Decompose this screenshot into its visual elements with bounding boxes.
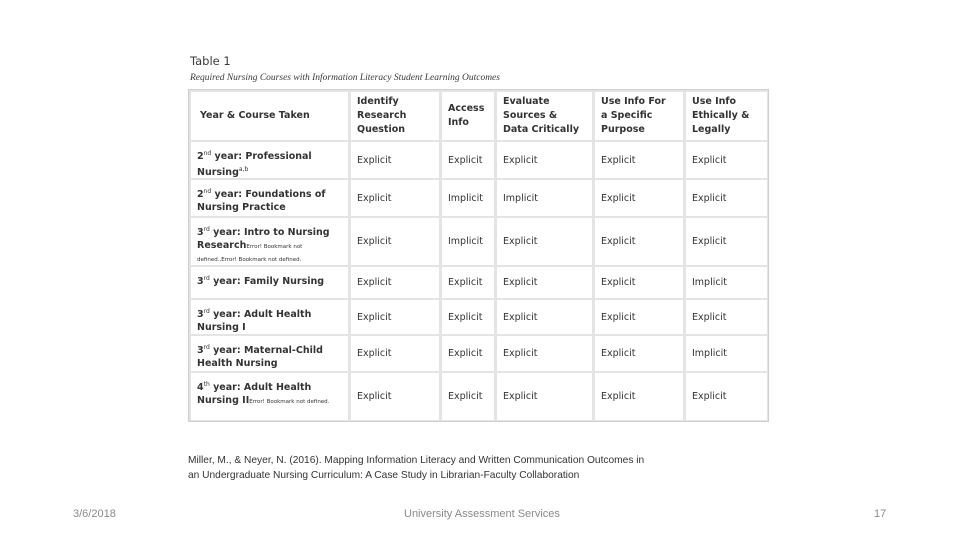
course-footnote-marker: a,b [238,166,249,174]
outcome-evaluate-sources: Explicit [497,336,592,371]
course-cell [191,142,348,178]
outcome-evaluate-sources: Explicit [497,373,592,420]
outcome-use-info-ethically: Implicit [686,267,767,298]
course-cell [191,300,348,334]
outcome-identify-research-question: Explicit [351,300,439,334]
header-use-info-purpose: Use Info For a Specific Purpose [595,92,683,140]
course-title: year: Family Nursing [209,276,325,288]
header-identify-research-question: Identify Research Question [351,92,439,140]
course-title: year: Intro to Nursing Research [197,227,330,252]
outcome-access-info: Explicit [442,336,494,371]
bookmark-error-note: Error! Bookmark not defined. [249,399,330,406]
outcome-identify-research-question: Explicit [351,218,439,265]
outcome-evaluate-sources: Explicit [497,300,592,334]
outcome-identify-research-question: Explicit [351,142,439,178]
outcome-use-info-ethically: Explicit [686,142,767,178]
course-cell [191,218,348,265]
header-use-info-ethically: Use Info Ethically & Legally [686,92,767,140]
outcome-access-info: Implicit [442,180,494,216]
header-access-info: Access Info [442,92,494,140]
footer-center: University Assessment Services [404,508,560,520]
outcome-identify-research-question: Explicit [351,373,439,420]
outcome-use-info-purpose: Explicit [595,218,683,265]
outcome-identify-research-question: Explicit [351,336,439,371]
footer-date: 3/6/2018 [73,508,116,520]
outcome-identify-research-question: Explicit [351,180,439,216]
table-subtitle: Required Nursing Courses with Information Literacy Student Learning Outcomes [190,73,500,83]
outcome-use-info-ethically: Explicit [686,300,767,334]
outcome-evaluate-sources: Explicit [497,267,592,298]
course-cell [191,373,348,420]
course-ordinal-suffix: rd [203,344,210,351]
outcome-access-info: Explicit [442,373,494,420]
outcome-access-info: Explicit [442,300,494,334]
page-number: 17 [874,508,887,520]
course-cell [191,267,348,298]
course-title: year: Professional Nursing [197,151,312,178]
outcome-use-info-purpose: Explicit [595,336,683,371]
course-ordinal: 2 [197,151,204,163]
outcome-use-info-ethically: Explicit [686,218,767,265]
outcome-use-info-purpose: Explicit [595,267,683,298]
course-ordinal: 3 [197,345,204,357]
outcome-use-info-purpose: Explicit [595,300,683,334]
outcome-use-info-ethically: Explicit [686,180,767,216]
header-evaluate-sources: Evaluate Sources & Data Critically [497,92,592,140]
outcome-use-info-ethically: Implicit [686,336,767,371]
course-ordinal: 3 [197,276,204,288]
course-ordinal: 4 [197,382,204,394]
course-ordinal-suffix: rd [203,226,210,233]
course-ordinal-suffix: th [203,381,210,388]
course-title: year: Adult Health Nursing I [197,309,312,334]
header-course: Year & Course Taken [191,92,348,140]
outcome-access-info: Explicit [442,267,494,298]
course-ordinal-suffix: rd [203,275,210,282]
outcome-evaluate-sources: Explicit [497,142,592,178]
course-ordinal-suffix: nd [203,150,212,157]
outcome-access-info: Explicit [442,142,494,178]
outcome-access-info: Implicit [442,218,494,265]
outcome-use-info-purpose: Explicit [595,180,683,216]
course-title: year: Maternal-Child Health Nursing [197,345,323,370]
course-ordinal-suffix: rd [203,308,210,315]
outcome-evaluate-sources: Implicit [497,180,592,216]
outcome-identify-research-question: Explicit [351,267,439,298]
course-cell [191,180,348,216]
course-title: year: Foundations of Nursing Practice [197,189,326,214]
outcome-evaluate-sources: Explicit [497,218,592,265]
course-title: year: Adult Health Nursing II [197,382,312,407]
course-ordinal: 3 [197,227,204,239]
outcome-use-info-ethically: Explicit [686,373,767,420]
outcome-use-info-purpose: Explicit [595,142,683,178]
course-ordinal: 2 [197,189,204,201]
course-cell [191,336,348,371]
citation: Miller, M., & Neyer, N. (2016). Mapping Information Literacy and Written Communication Outcomes in an Undergraduate Nursing Curriculum: A Case Study in Librarian-Faculty Collaboration [188,455,645,481]
outcomes-table [188,89,769,422]
bookmark-error-note: Error! Bookmark not defined.,Error! Bookmark not defined. [197,244,303,264]
table-caption: Table 1 [190,54,231,68]
course-ordinal: 3 [197,309,204,321]
course-ordinal-suffix: nd [203,188,212,195]
outcome-use-info-purpose: Explicit [595,373,683,420]
